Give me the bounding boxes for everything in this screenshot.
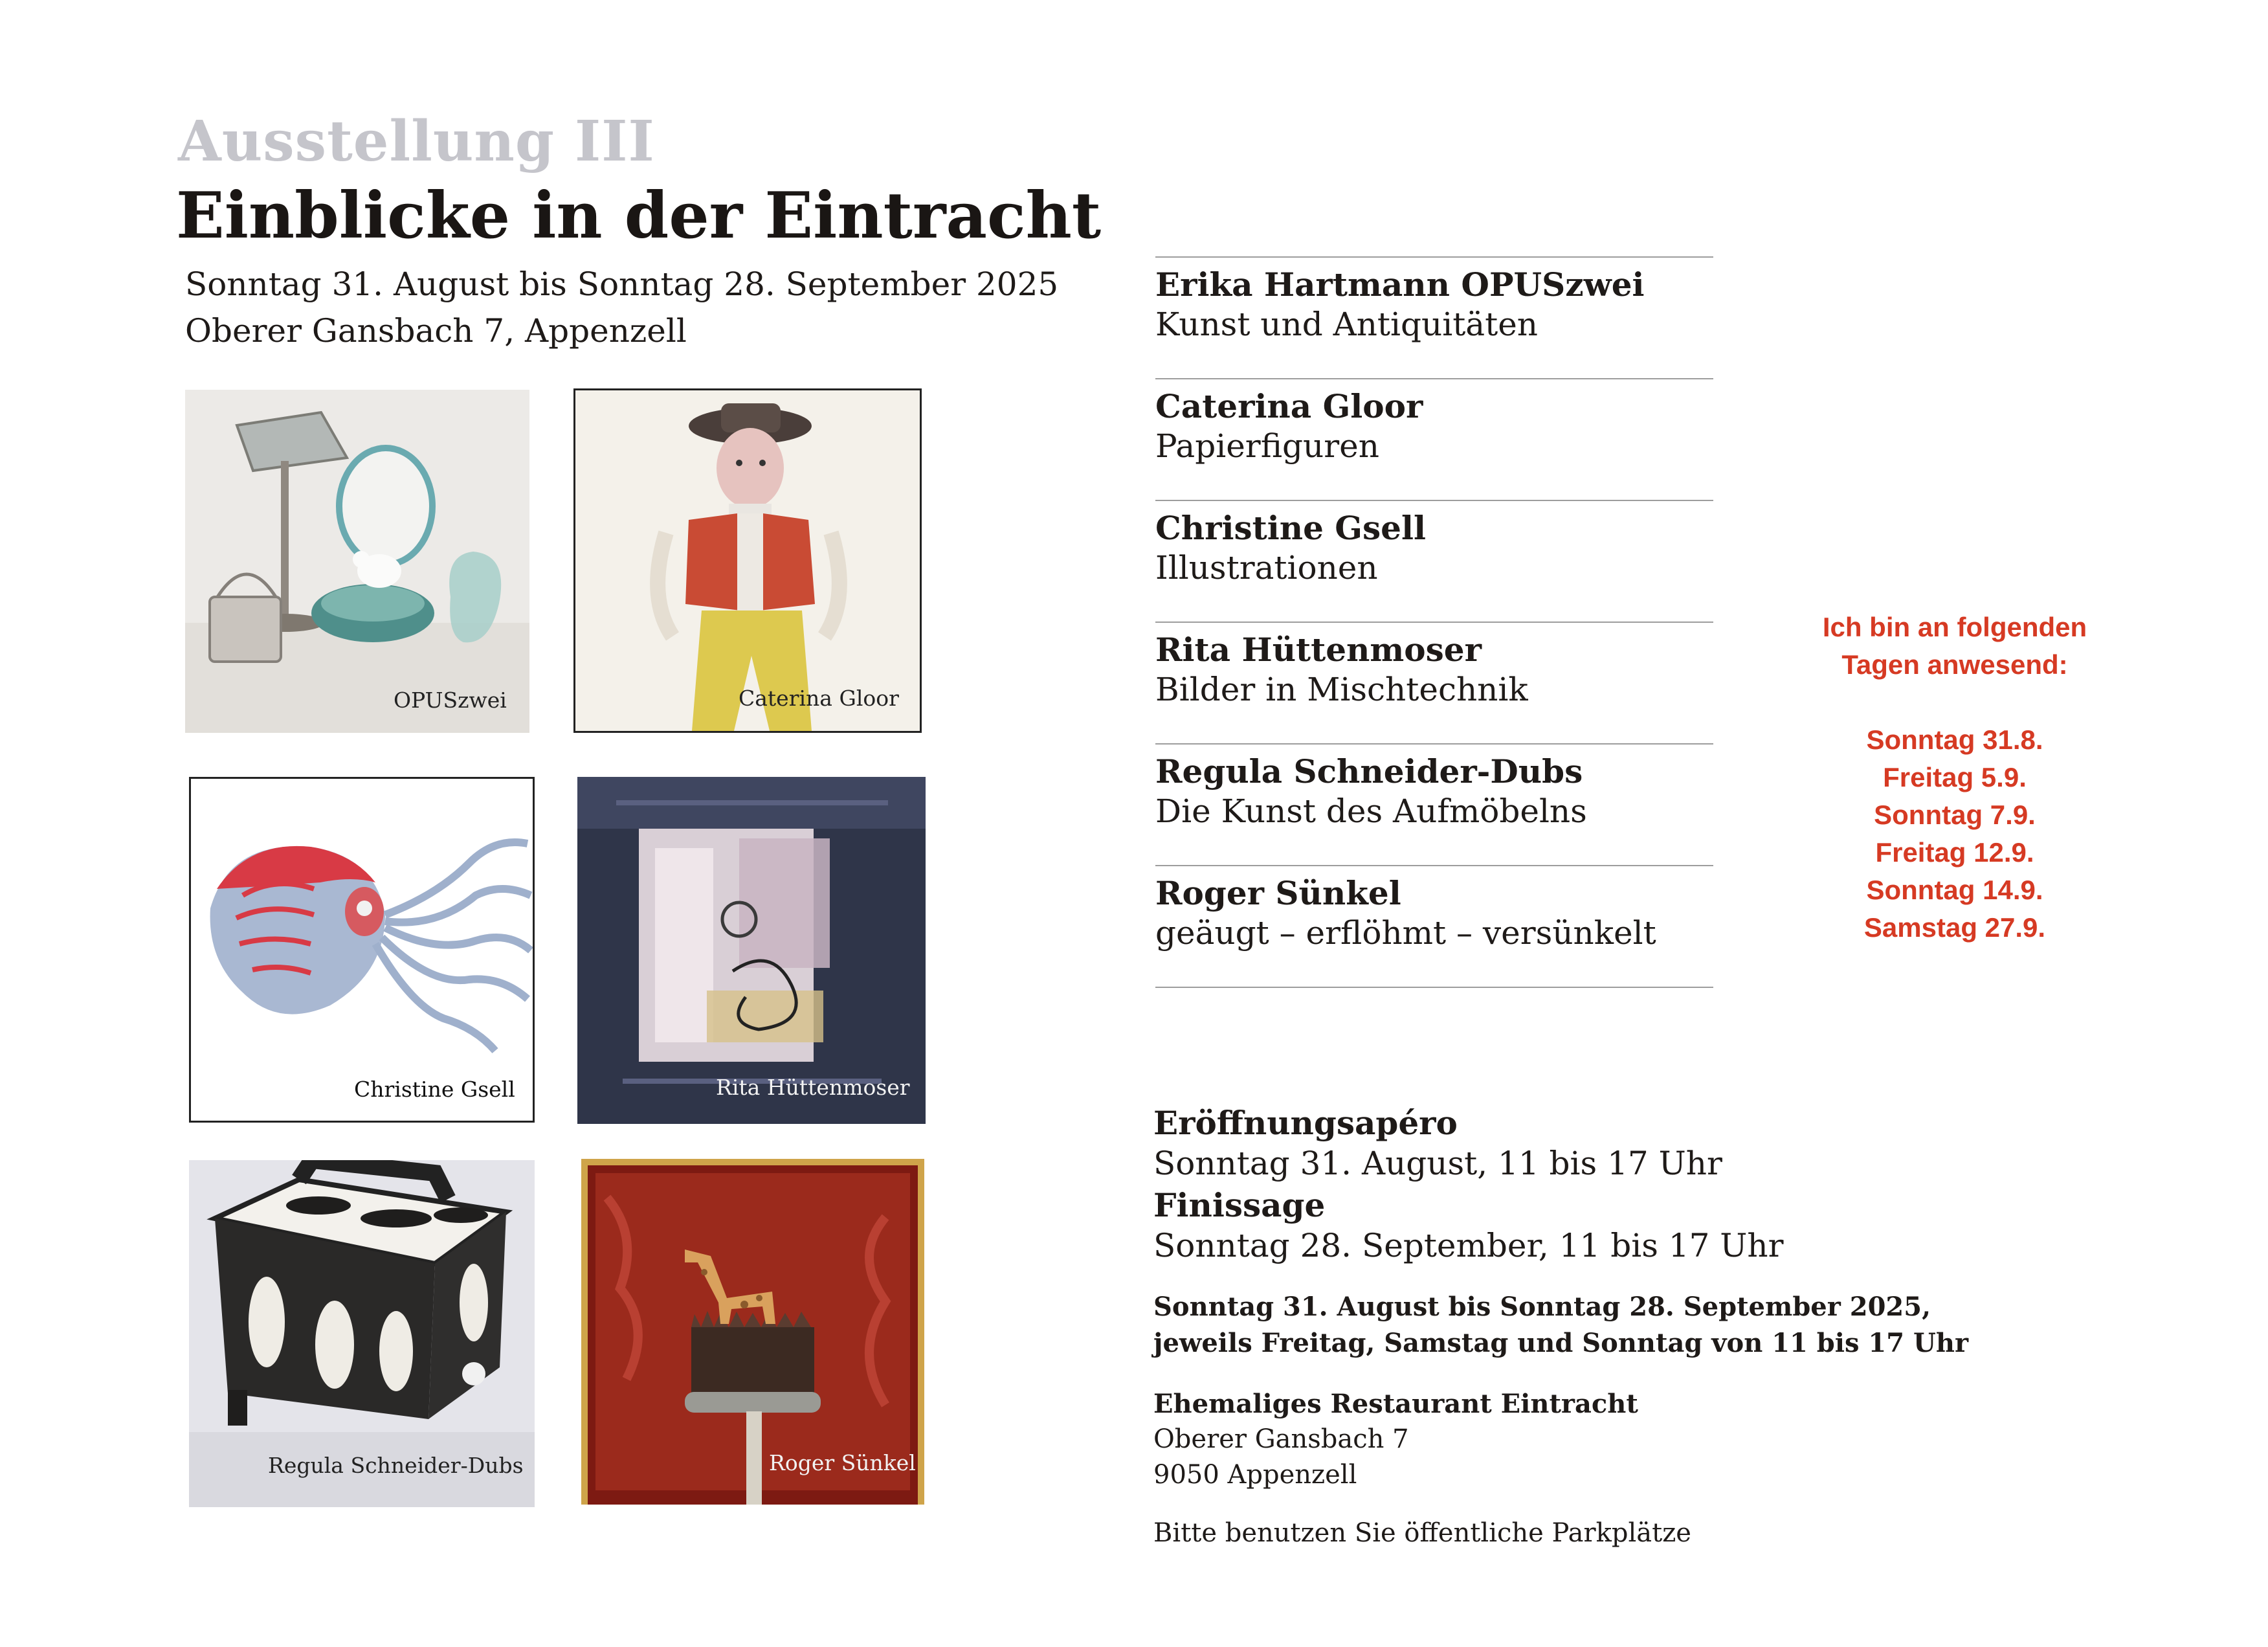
tile-caption: Christine Gsell	[354, 1077, 515, 1102]
separator-line	[1155, 378, 1713, 379]
gallery-tile-christine-gsell	[189, 777, 535, 1123]
tile-caption: Caterina Gloor	[739, 686, 899, 711]
separator-line	[1155, 500, 1713, 501]
artist-description: Illustrationen	[1155, 549, 1378, 587]
gallery-tile-roger-suenkel	[581, 1159, 924, 1505]
artist-name: Regula Schneider-Dubs	[1155, 752, 1583, 790]
tile-caption: Roger Sünkel	[769, 1450, 916, 1475]
exhibition-number: Ausstellung III	[178, 109, 655, 174]
separator-line	[1155, 865, 1713, 866]
paper-figure-photo	[575, 390, 920, 731]
opening-title: Eröffnungsapéro	[1153, 1104, 1458, 1142]
artist-name: Erika Hartmann OPUSzwei	[1155, 265, 1645, 304]
artist-description: Die Kunst des Aufmöbelns	[1155, 792, 1587, 830]
separator-line	[1155, 743, 1713, 745]
presence-day: Sonntag 31.8.	[1866, 724, 2043, 755]
artist-name: Roger Sünkel	[1155, 874, 1401, 912]
presence-day: Samstag 27.9.	[1863, 912, 2046, 943]
tile-caption: Rita Hüttenmoser	[716, 1075, 910, 1100]
exhibition-dates: Sonntag 31. August bis Sonntag 28. September 2025	[185, 265, 1059, 303]
opening-time: Sonntag 31. August, 11 bis 17 Uhr	[1153, 1145, 1722, 1182]
presence-day: Freitag 5.9.	[1883, 762, 2027, 792]
venue-street: Oberer Gansbach 7	[1153, 1424, 1409, 1454]
parking-note: Bitte benutzen Sie öffentliche Parkplätze	[1153, 1518, 1691, 1548]
schedule-line: jeweils Freitag, Samstag und Sonntag von 11 bis 17 Uhr	[1153, 1328, 1969, 1358]
exhibition-address: Oberer Gansbach 7, Appenzell	[185, 312, 687, 350]
separator-line	[1155, 987, 1713, 988]
artist-description: Papierfiguren	[1155, 427, 1379, 465]
venue-name: Ehemaliges Restaurant Eintracht	[1153, 1389, 1638, 1419]
artist-name: Rita Hüttenmoser	[1155, 631, 1482, 669]
artist-description: Bilder in Mischtechnik	[1155, 671, 1528, 708]
gallery-tile-rita-huettenmoser	[577, 777, 926, 1124]
gallery-tile-opuszwei	[185, 390, 529, 733]
presence-day: Freitag 12.9.	[1875, 837, 2034, 868]
antique-lamp-photo	[185, 390, 529, 733]
gallery-tile-regula-schneider-dubs	[189, 1160, 535, 1507]
presence-note	[1748, 609, 2162, 947]
presence-heading-line1: Ich bin an folgenden	[1822, 612, 2087, 642]
artist-description: Kunst und Antiquitäten	[1155, 306, 1538, 343]
closing-time: Sonntag 28. September, 11 bis 17 Uhr	[1153, 1227, 1784, 1264]
presence-days	[1748, 721, 2162, 947]
venue-city: 9050 Appenzell	[1153, 1460, 1357, 1490]
presence-heading-line2: Tagen anwesend:	[1841, 649, 2068, 680]
separator-line	[1155, 256, 1713, 258]
artist-name: Caterina Gloor	[1155, 387, 1423, 425]
closing-title: Finissage	[1153, 1186, 1326, 1224]
artist-name: Christine Gsell	[1155, 509, 1426, 547]
tile-caption: OPUSzwei	[394, 688, 507, 713]
mixed-media-painting	[577, 777, 926, 1124]
artist-description: geäugt – erflöhmt – versünkelt	[1155, 914, 1656, 952]
schedule-line: Sonntag 31. August bis Sonntag 28. September 2025,	[1153, 1292, 1931, 1322]
gallery-tile-caterina-gloor	[573, 388, 922, 733]
exhibition-title: Einblicke in der Eintracht	[176, 179, 1102, 253]
nautilus-illustration	[191, 779, 533, 1121]
separator-line	[1155, 622, 1713, 623]
tile-caption: Regula Schneider-Dubs	[268, 1453, 524, 1478]
presence-day: Sonntag 14.9.	[1866, 875, 2043, 905]
presence-day: Sonntag 7.9.	[1874, 800, 2036, 830]
